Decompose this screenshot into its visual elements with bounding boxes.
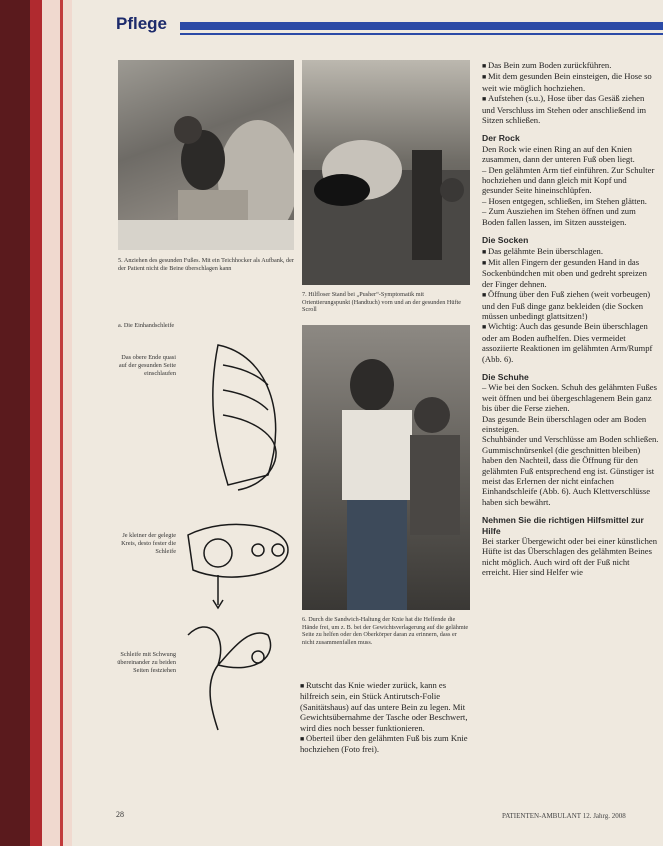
socken-bullet-3: ■ Öffnung über den Fuß ziehen (weit vorbeugen) und den Fuß dinge ganz bekleiden (die Socken müssen unbedingt glattsitzen!) xyxy=(482,289,659,321)
schuhe-step-1: – Wie bei den Socken. Schuh des gelähmten Fußes weit öffnen und bei übergeschlagenem Bein ganz bis über die Ferse ziehen. xyxy=(482,382,659,413)
lace-eyelet-3 xyxy=(252,651,264,663)
rock-step-3: – Zum Ausziehen im Stehen öffnen und zum Boden fallen lassen, im Sitzen aussteigen. xyxy=(482,206,659,227)
text-column-middle xyxy=(300,680,470,755)
shoe-outline-2 xyxy=(188,524,288,577)
caption-photo-7: 7. Hilfloser Stand bei „Pusher“-Symptomatik mit Orientierungspunkt (Handtuch) vorn und an der gesunden Hüfte Scroll xyxy=(302,291,461,313)
arrow-down xyxy=(213,575,223,608)
lace-circle xyxy=(204,539,232,567)
schuhe-text-1: Das gesunde Bein überschlagen oder am Boden einsteigen. xyxy=(482,413,647,434)
socken-bullet-1: ■ Das gelähmte Bein überschlagen. xyxy=(482,246,659,257)
journal-footer: PATIENTEN-AMBULANT 12. Jahrg. 2008 xyxy=(502,812,626,820)
lace-bow xyxy=(188,627,271,730)
journal-page xyxy=(72,0,663,846)
knot-label-1: Das obere Ende quasi auf der gesunden Seite einschlaufen xyxy=(118,354,176,377)
photo-7-standing xyxy=(302,60,470,285)
rock-intro: Den Rock wie einen Ring an auf den Knien zusammen, dann der unteren Fuß oben liegt. xyxy=(482,143,635,165)
mid-bullet-1: ■ Rutscht das Knie wieder zurück, kann es hilfreich sein, ein Stück Antirutsch-Folie (Sanitätshaus) auf das untere Bein zu legen. Mit Gewichtsübernahme der Tasche oder Beschwert, wird dies noch besser funktionieren. xyxy=(300,680,470,733)
title-bar-thin xyxy=(180,33,663,35)
lace-eyelet-2 xyxy=(272,544,284,556)
rock-step-1: – Den gelähmten Arm tief einführen. Zur Schulter hochziehen und dann gleich mit Kopf und gesunder Seite hineinschlüpfen. xyxy=(482,165,659,196)
heading-schuhe: Die Schuhe xyxy=(482,371,529,382)
knot-label-2: Je kleiner der gelegte Kreis, desto fester die Schleife xyxy=(121,532,176,555)
page-edge-line xyxy=(60,0,63,846)
caption-photo-5: 5. Anziehen des gesunden Fußes. Mit ein Teichhocker als Aufbank, der der Patient nicht die Beine überschlagen kann xyxy=(118,257,294,272)
knot-figure-title: a. Die Einhandschleife xyxy=(118,322,175,329)
right-bullet-1: ■ Das Bein zum Boden zurückführen. xyxy=(482,60,659,71)
right-bullet-3: ■ Aufstehen (s.u.), Hose über das Gesäß ziehen und Verschluss im Stehen oder anschließend im Sitzen schließen. xyxy=(482,93,659,125)
shoe-outline-1 xyxy=(213,345,276,485)
book-spine xyxy=(0,0,30,846)
schuhe-text-2: Schuhbänder und Verschlüsse am Boden schließen. Gummischnürsenkel (die geschnitten bleiben) haben den Nachteil, dass die Öffnung für den gelähmten Fuß entsprechend eng ist. Günstiger ist meist das Erlernen der nicht einfachen Einhandschleife (Abb. 6). Auch Klettverschlüsse haben sich bewährt. xyxy=(482,434,659,507)
right-bullet-2: ■ Mit dem gesunden Bein einsteigen, die Hose so weit wie möglich hochziehen. xyxy=(482,71,659,93)
socken-bullet-4: ■ Wichtig: Auch das gesunde Bein überschlagen oder am Boden aufhelfen. Dies vermeidet assoziierte Reaktionen im gelähmten Arm/Rumpf (Abb. 6). xyxy=(482,321,659,364)
heading-hilfsmittel: Nehmen Sie die richtigen Hilfsmittel zur Hilfe xyxy=(482,515,644,536)
photo-6-helper xyxy=(302,325,470,610)
page-stack-edge xyxy=(42,0,72,846)
page-number: 28 xyxy=(116,810,124,819)
heading-socken: Die Socken xyxy=(482,235,529,246)
section-title: Pflege xyxy=(116,14,168,33)
rock-step-2: – Hosen entgegen, schließen, im Stehen glätten. xyxy=(482,196,659,206)
caption-photo-6: 6. Durch die Sandwich-Haltung der Knie hat die Helfende die Hände frei, um z. B. bei der Gewichtsverlagerung auf die gelähmte Seite zu helfen oder den Oberkörper daran zu erinnern, dass er nicht zusammenfallen muss. xyxy=(302,616,469,646)
photo-5-dressing xyxy=(118,60,294,250)
photo-5-illustration xyxy=(118,60,294,250)
book-cover-edge xyxy=(30,0,42,846)
title-bar xyxy=(180,22,663,30)
lace-eyelet-1 xyxy=(252,544,264,556)
knot-label-3: Schleife mit Schwung übereinander zu beiden Seiten festziehen xyxy=(117,651,176,674)
photo-7-illustration xyxy=(302,60,470,285)
mid-bullet-2: ■ Oberteil über den gelähmten Fuß bis zum Knie hochziehen (Foto frei). xyxy=(300,733,470,755)
heading-rock: Der Rock xyxy=(482,133,520,144)
socken-bullet-2: ■ Mit allen Fingern der gesunden Hand in das Sockenbündchen mit oben und gedreht spreizen der Finger dehnen. xyxy=(482,257,659,289)
text-column-right xyxy=(482,60,659,578)
hilfsmittel-text: Bei starker Übergewicht oder bei einer künstlichen Hüfte ist das Überschlagen des gelähmten Beines nicht möglich. Auch wird oft der Fuß nicht erreicht. Hier sind Helfer wie xyxy=(482,536,657,578)
photo-6-illustration xyxy=(302,325,470,610)
